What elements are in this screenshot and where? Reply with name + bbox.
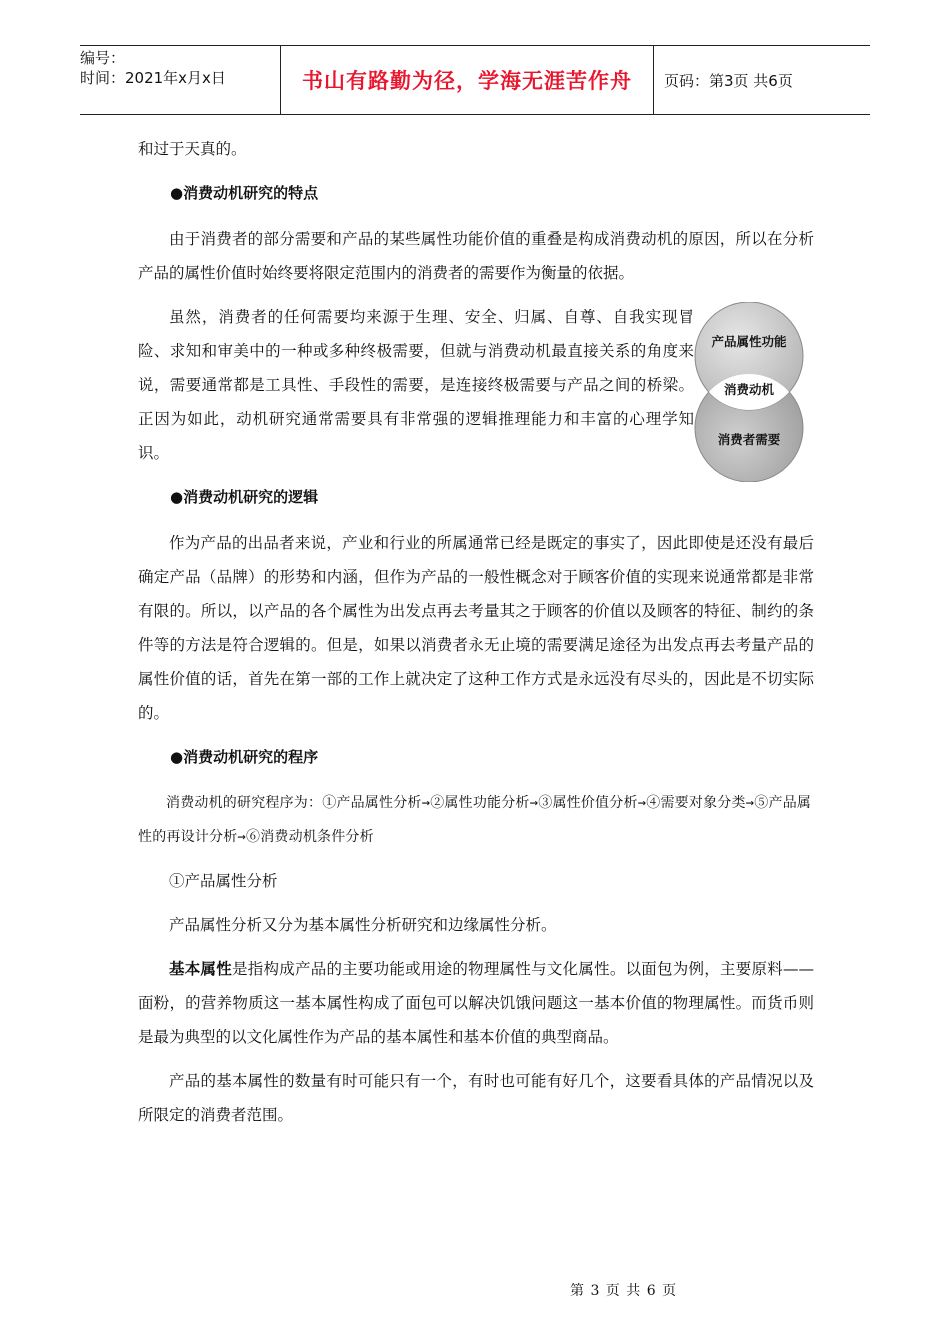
paragraph: 由于消费者的部分需要和产品的某些属性功能价值的重叠是构成消费动机的原因，所以在分析产品的属性价值时始终要将限定范围内的消费者的需要作为衡量的依据。 xyxy=(138,230,814,282)
venn-top-label: 产品属性功能 xyxy=(711,334,787,349)
header-motto: 书山有路勤为径，学海无涯苦作舟 xyxy=(281,46,654,114)
subsection-heading: ①产品属性分析 xyxy=(169,872,278,890)
section-heading-features: ●消费动机研究的特点 xyxy=(170,184,319,202)
page-header xyxy=(80,45,870,115)
paragraph-continuation: 和过于天真的。 xyxy=(138,140,247,158)
procedure-paragraph: 消费动机的研究程序为：①产品属性分析→②属性功能分析→③属性价值分析→④需要对象分类→⑤产品属性的再设计分析→⑥消费动机条件分析 xyxy=(138,795,812,845)
time-label: 时间：2021年x月x日 xyxy=(80,69,226,87)
section-heading-procedure: ●消费动机研究的程序 xyxy=(170,748,319,766)
venn-diagram xyxy=(692,302,807,482)
paragraph: 作为产品的出品者来说，产业和行业的所属通常已经是既定的事实了，因此即使是还没有最后确定产品（品牌）的形势和内涵，但作为产品的一般性概念对于顾客价值的实现来说通常都是非常有限的。所以，以产品的各个属性为出发点再去考量其之于顾客的价值以及顾客的特征、制约的条件等的方法是符合逻辑的。但是，如果以消费者永无止境的需要满足途径为出发点再去考量产品的属性价值的话，首先在第一部的工作上就决定了这种工作方式是永远没有尽头的，因此是不切实际的。 xyxy=(138,534,814,722)
paragraph-text: 是指构成产品的主要功能或用途的物理属性与文化属性。以面包为例，主要原料——面粉，的营养物质这一基本属性构成了面包可以解决饥饿问题这一基本价值的物理属性。而货币则是最为典型的以文化属性作为产品的基本属性和基本价值的典型商品。 xyxy=(138,960,814,1046)
paragraph: 产品的基本属性的数量有时可能只有一个，有时也可能有好几个，这要看具体的产品情况以及所限定的消费者范围。 xyxy=(138,1072,814,1124)
bold-term: 基本属性 xyxy=(169,960,232,978)
header-page-info: 页码：第3页 共6页 xyxy=(664,71,793,90)
paragraph: 产品属性分析又分为基本属性分析研究和边缘属性分析。 xyxy=(169,916,557,934)
document-body xyxy=(138,132,814,1142)
venn-bottom-label: 消费者需要 xyxy=(717,432,781,447)
page-footer: 第 3 页 共 6 页 xyxy=(570,1283,678,1299)
number-label: 编号： xyxy=(80,49,126,67)
paragraph: 虽然，消费者的任何需要均来源于生理、安全、归属、自尊、自我实现冒险、求知和审美中的一种或多种终极需要，但就与消费动机最直接关系的角度来说，需要通常都是工具性、手段性的需要，是连接终极需要与产品之间的桥梁。正因为如此，动机研究通常需要具有非常强的逻辑推理能力和丰富的心理学知识。 xyxy=(138,308,694,462)
venn-middle-label: 消费动机 xyxy=(723,382,775,397)
section-heading-logic: ●消费动机研究的逻辑 xyxy=(170,488,319,506)
paragraph xyxy=(138,952,814,1054)
header-meta xyxy=(80,46,281,114)
